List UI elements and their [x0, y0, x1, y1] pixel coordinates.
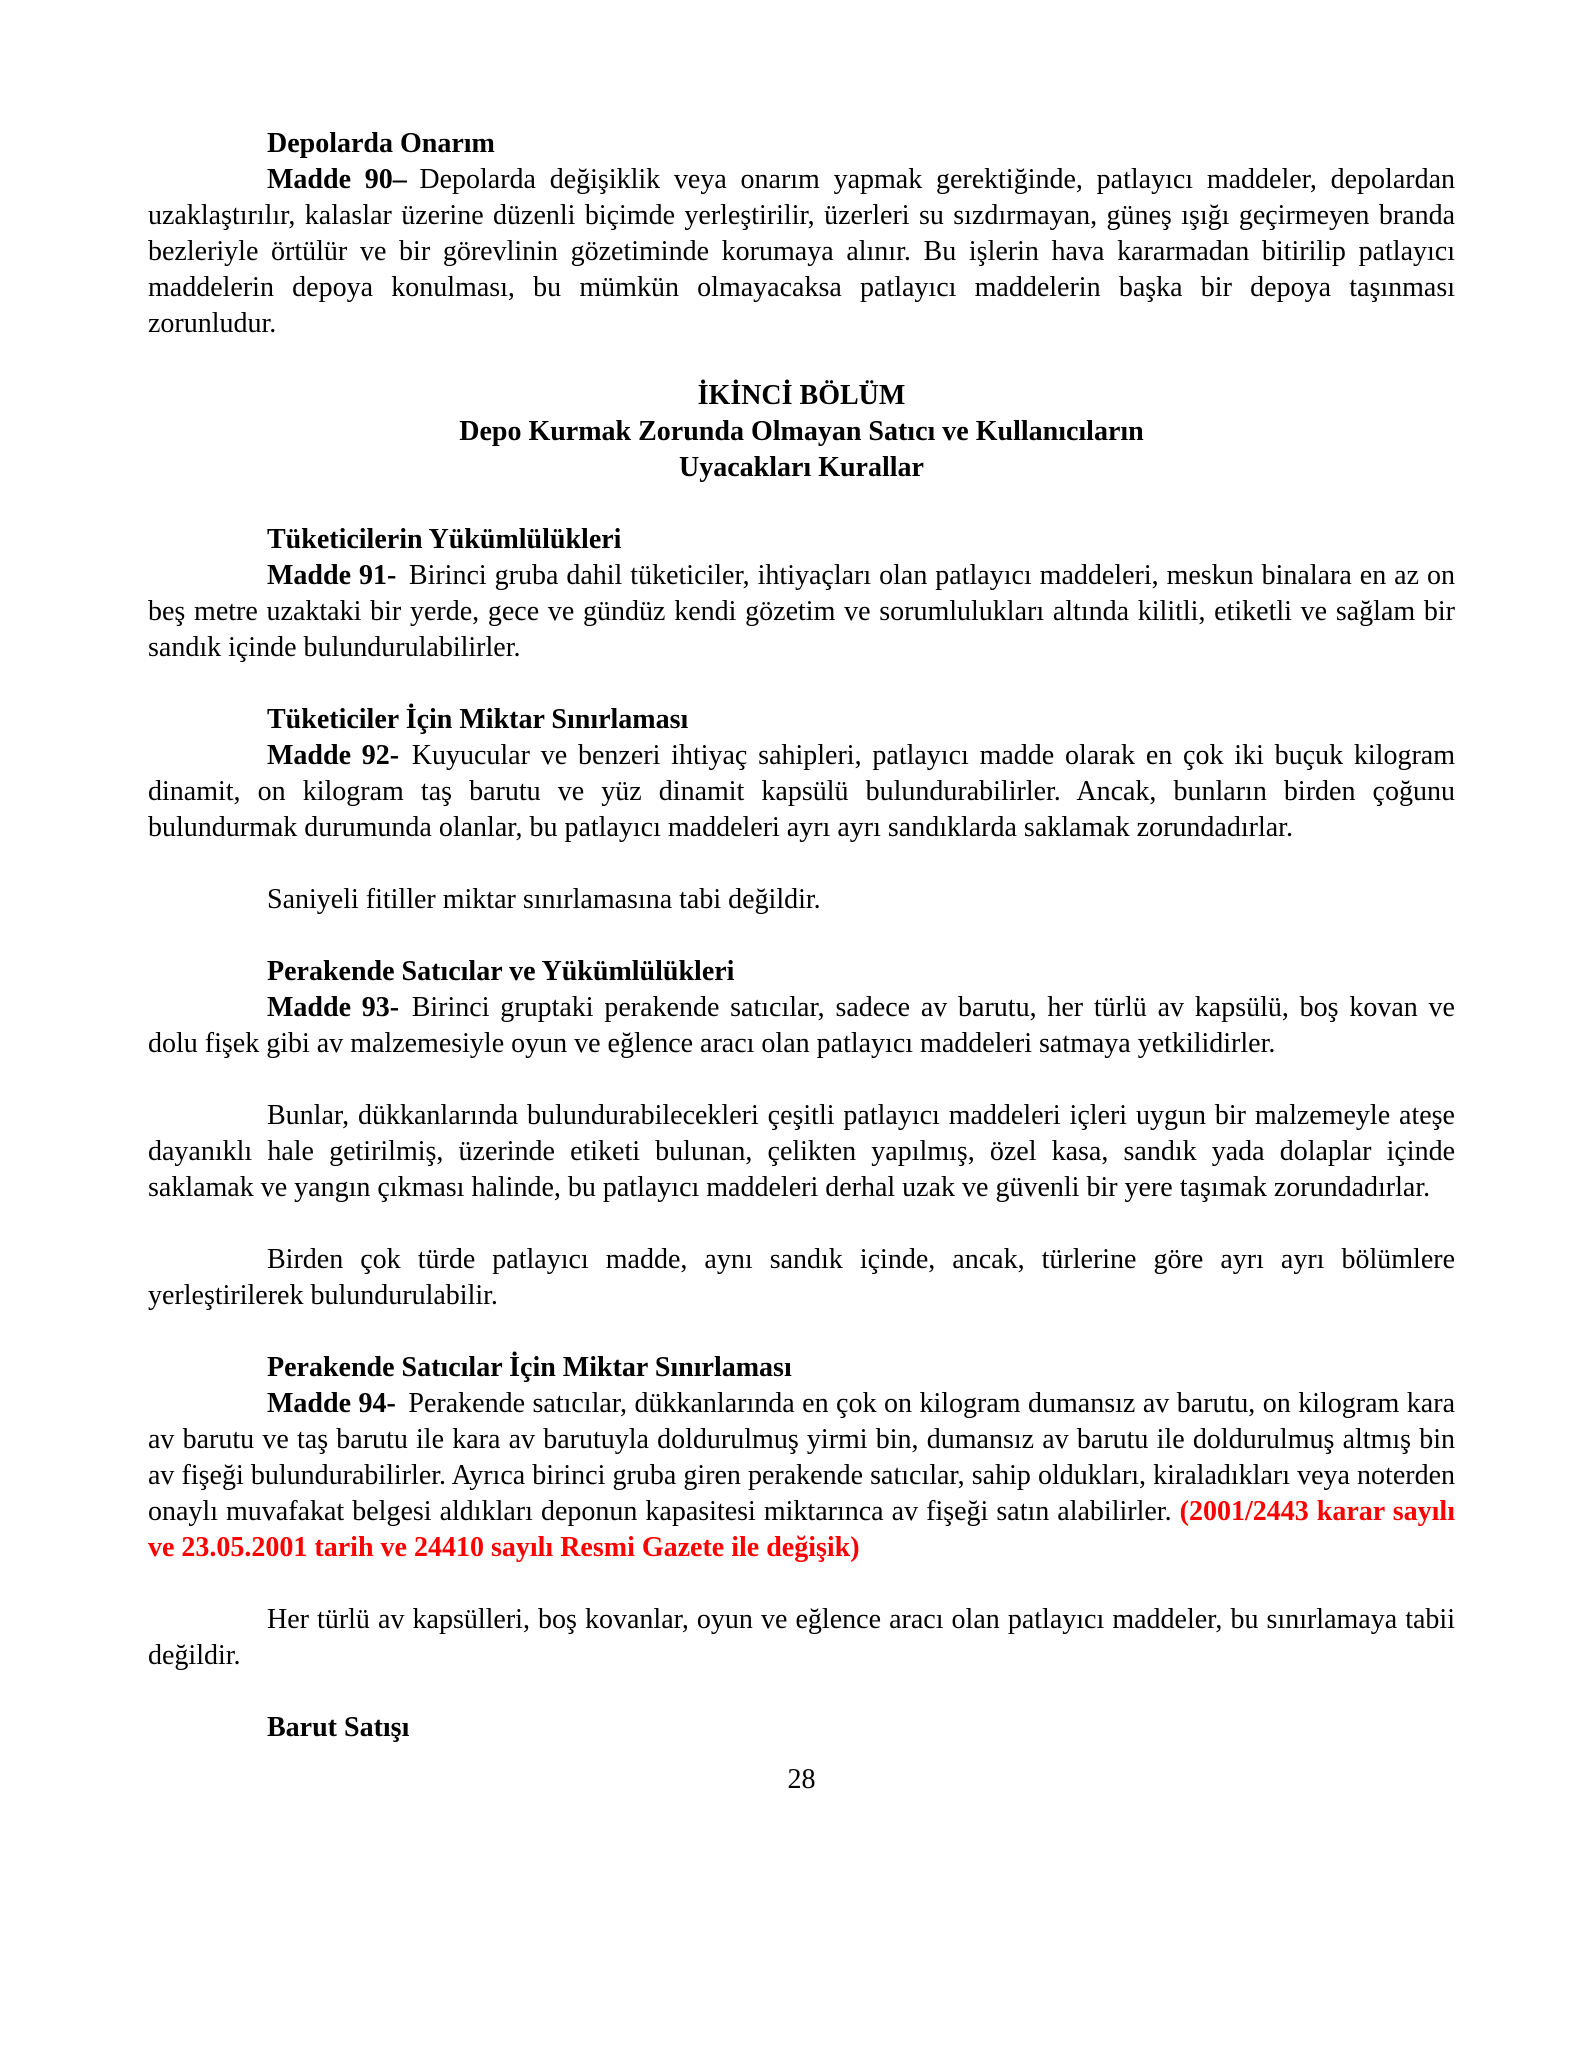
paragraph-madde-91 — [148, 558, 1455, 666]
heading-depolarda-onarim: Depolarda Onarım — [267, 128, 495, 159]
paragraph-madde-94 — [148, 1386, 1455, 1566]
paragraph-her-turlu-av-kapsulleri: Her türlü av kapsülleri, boş kovanlar, oyun ve eğlence aracı olan patlayıcı maddeler, bu sınırlamaya tabii değildir. — [148, 1604, 1455, 1671]
chapter-heading-block — [148, 378, 1455, 486]
article-label-madde-94: Madde 94- — [267, 1388, 396, 1419]
heading-tuketicilerin-yukumlulukleri: Tüketicilerin Yükümlülükleri — [267, 524, 622, 555]
article-label-madde-92: Madde 92- — [267, 740, 400, 771]
article-text-madde-94: Perakende satıcılar, dükkanlarında en çok on kilogram dumansız av barutu, on kilogram kara av barutu ve taş barutu ile kara av barutuyla doldurulmuş yirmi bin, dumansız av barutu ile doldurulmuş altmış bin av fişeği bulundurabilirler. Ayrıca birinci gruba giren perakende satıcılar, sahip oldukları, kiraladıkları veya noterden onaylı muvafakat belgesi aldıkları deponun kapasitesi miktarınca av fişeği satın alabilirler. — [148, 1388, 1455, 1527]
article-text-madde-90: Depolarda değişiklik veya onarım yapmak gerektiğinde, patlayıcı maddeler, depolardan uzaklaştırılır, kalaslar üzerine düzenli biçimde yerleştirilir, üzerleri su sızdırmayan, güneş ışığı geçirmeyen branda bezleriyle örtülür ve bir görevlinin gözetiminde korumaya alınır. Bu işlerin hava kararmadan bitirilip patlayıcı maddelerin depoya konulması, bu mümkün olmayacaksa patlayıcı maddelerin başka bir depoya taşınması zorunludur. — [148, 164, 1456, 339]
paragraph-saniyeli-fitiller: Saniyeli fitiller miktar sınırlamasına tabi değildir. — [267, 884, 821, 915]
paragraph-madde-90 — [148, 162, 1455, 342]
article-label-madde-90: Madde 90– — [267, 164, 407, 195]
heading-perakende-saticilar-ve-yukumlulukleri: Perakende Satıcılar ve Yükümlülükleri — [267, 956, 735, 987]
heading-perakende-saticilar-icin-miktar-sinirlamasi: Perakende Satıcılar İçin Miktar Sınırlaması — [267, 1352, 792, 1383]
paragraph-madde-93 — [148, 990, 1455, 1062]
article-text-madde-91: Birinci gruba dahil tüketiciler, ihtiyaçları olan patlayıcı maddeleri, meskun binalara en az on beş metre uzaktaki bir yerde, gece ve gündüz kendi gözetim ve sorumlulukları altında kilitli, etiketli ve sağlam bir sandık içinde bulundurulabilirler. — [148, 560, 1455, 663]
paragraph-madde-92 — [148, 738, 1455, 846]
article-label-madde-91: Madde 91- — [267, 560, 397, 591]
page-number: 28 — [787, 1764, 816, 1795]
article-label-madde-93: Madde 93- — [267, 992, 400, 1023]
article-text-madde-92: Kuyucular ve benzeri ihtiyaç sahipleri, patlayıcı madde olarak en çok iki buçuk kilogram dinamit, on kilogram taş barutu ve yüz dinamit kapsülü bulundurabilirler. Ancak, bunların birden çoğunu bulundurmak durumunda olanlar, bu patlayıcı maddeleri ayrı ayrı sandıklarda saklamak zorundadırlar. — [148, 740, 1455, 843]
paragraph-bunlar-dukkanlarinda: Bunlar, dükkanlarında bulundurabilecekleri çeşitli patlayıcı maddeleri içleri uygun bir malzemeyle ateşe dayanıklı hale getirilmiş, üzerinde etiketi bulunan, çelikten yapılmış, özel kasa, sandık yada dolaplar içinde saklamak ve yangın çıkması halinde, bu patlayıcı maddeleri derhal uzak ve güvenli bir yere taşımak zorundadırlar. — [148, 1100, 1455, 1203]
paragraph-birden-cok-turde: Birden çok türde patlayıcı madde, aynı sandık içinde, ancak, türlerine göre ayrı ayrı bölümlere yerleştirilerek bulundurulabilir. — [148, 1244, 1455, 1311]
heading-tuketiciler-icin-miktar-sinirlamasi: Tüketiciler İçin Miktar Sınırlaması — [267, 704, 689, 735]
chapter-subtitle-line-2: Uyacakları Kurallar — [679, 452, 924, 483]
amendment-note-red: (2001/2443 karar sayılı ve 23.05.2001 tarih ve 24410 sayılı Resmi Gazete ile değişik) — [148, 1496, 1455, 1563]
chapter-title: İKİNCİ BÖLÜM — [697, 380, 906, 411]
heading-barut-satisi: Barut Satışı — [267, 1712, 410, 1743]
article-text-madde-93: Birinci gruptaki perakende satıcılar, sadece av barutu, her türlü av kapsülü, boş kovan ve dolu fişek gibi av malzemesiyle oyun ve eğlence aracı olan patlayıcı maddeleri satmaya yetkilidirler. — [148, 992, 1455, 1059]
chapter-subtitle-line-1: Depo Kurmak Zorunda Olmayan Satıcı ve Kullanıcıların — [459, 416, 1144, 447]
